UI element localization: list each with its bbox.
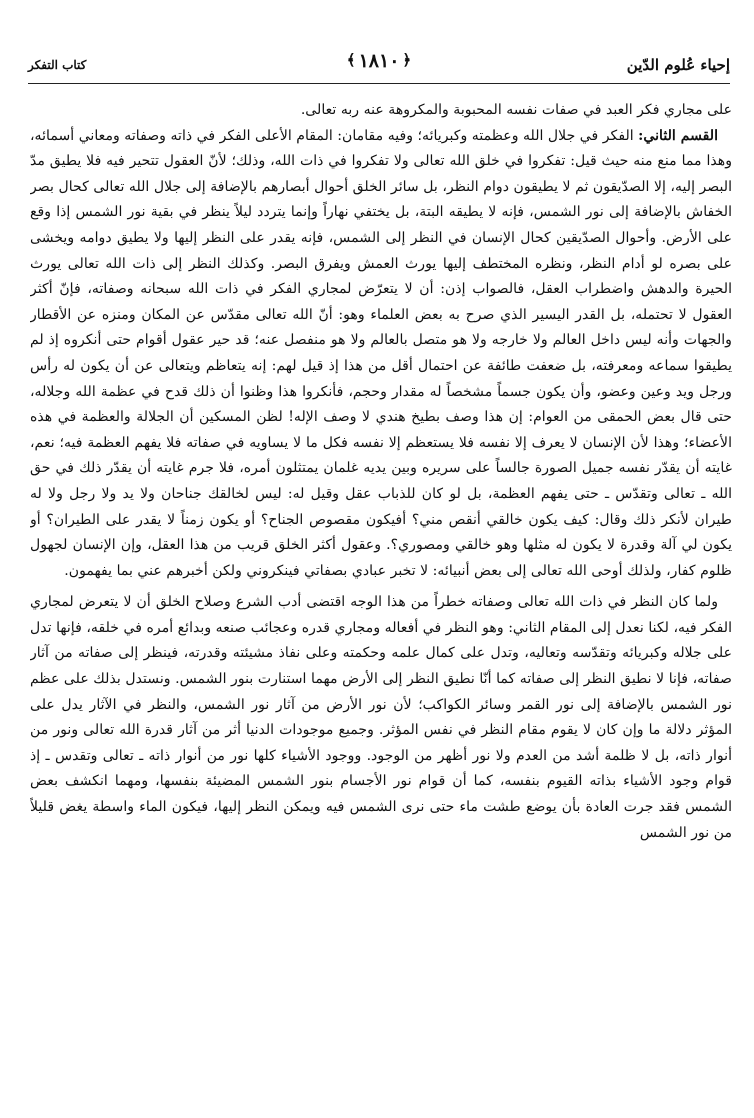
ornament-left-icon: ﴾ xyxy=(346,51,356,69)
section-paragraph xyxy=(30,124,732,585)
paragraph-2: ولما كان النظر في ذات الله تعالى وصفاته خطراً من هذا الوجه اقتضى أدب الشرع وصلاح الخلق أن لا يتعرض لمجاري الفكر فيه، لكنا نعدل إلى المقام الثاني: وهو النظر في أفعاله ومجاري قدره وعجائب صنعه وبدائع أمره في خلقه، فإنها تدل على جلاله وكبريائه وتقدّسه وتعاليه، وتدل على كمال علمه وحكمته وعلى نفاذ مشيئته وقدرته، فينظر إلى صفاته من آثار صفاته، فإنا لا نطيق النظر إلى صفاته كما أنّا نطيق النظر إلى الأرض مهما استنارت بنور الشمس. ونستدل بذلك على عظم نور الشمس بالإضافة إلى نور القمر وسائر الكواكب؛ لأن نور الأرض من آثار نور الشمس، والنظر في الآثار يدل على المؤثر دلالة ما وإن كان لا يقوم مقام النظر في نفس المؤثر. وجميع موجودات الدنيا أثر من آثار قدرة الله تعالى ونور من أنوار ذاته، بل لا ظلمة أشد من العدم ولا نور أظهر من الوجود. ووجود الأشياء كلها نور من أنوار ذاته ـ تعالى وتقدس ـ إذ قوام وجود الأشياء بذاته القيوم بنفسه، كما أن قوام نور الأجسام بنور الشمس المضيئة بنفسها، ومهما انكشف بعض الشمس فقد جرت العادة بأن يوضع طشت ماء حتى نرى الشمس فيه ويمكن النظر إليها، فيكون الماء واسطة يغض قليلاً من نور الشمس xyxy=(30,594,732,841)
intro-line: على مجاري فكر العبد في صفات نفسه المحبوبة والمكروهة عنه ربه تعالى. xyxy=(300,102,732,118)
page-number: ١٨١٠ xyxy=(358,50,400,72)
page-header xyxy=(28,50,730,80)
section-text: الفكر في جلال الله وعظمته وكبريائه؛ وفيه مقامان: المقام الأعلى الفكر في ذاته وصفاته ومعاني أسمائه، وهذا مما منع منه حيث قيل: تفكروا في خلق الله تعالى ولا تفكروا في ذات الله، وذلك؛ لأنّ العقول تتحير فيه فلا يطيق مدّ البصر إليه، إلا الصدّيقون ثم لا يطيقون دوام النظر، بل سائر الخلق أحوال أبصارهم بالإضافة إلى جلال الله تعالى كحال بصر الخفاش بالإضافة إلى نور الشمس، فإنه لا يطيقه البتة، بل يختفي نهاراً وإنما يتردد ليلاً ينظر في بقية نور الشمس إذا وقع على الأرض. وأحوال الصدّيقين كحال الإنسان في النظر إلى الشمس، فإنه يقدر على النظر إليها ولا يطيق دوامه ويخشى على بصره لو أدام النظر، ونظره المختطف إليها يورث العمش ويفرق البصر. وكذلك النظر إلى ذات الله تعالى يورث الحيرة والدهش واضطراب العقل، فالصواب إذن: أن لا يتعرّض لمجاري الفكر في ذات الله سبحانه وصفاته، فإنّ أكثر العقول لا تحتمله، بل القدر اليسير الذي صرح به بعض العلماء وهو: أنّ الله تعالى مقدّس عن المكان ومنزه عن الأقطار والجهات وأنه ليس داخل العالم ولا خارجه ولا هو متصل بالعالم ولا هو منفصل عنه؛ قد حير عقول أقوام حتى أنكروه إذ لم يطيقوا سماعه ومعرفته، بل ضعفت طائفة عن احتمال أقل من هذا إذ قيل لهم: إنه يتعاظم ويتعالى عن أن يكون له رأس ورجل ويد وعين وعضو، وأن يكون جسماً مشخصاً له مقدار وحجم، فأنكروا هذا وظنوا أن ذلك قدح في عظمة الله وجلاله، حتى قال بعض الحمقى من العوام: إن هذا وصف بطيخ هندي لا وصف الإله! لظن المسكين أن الجلالة والعظمة في هذه الأعضاء؛ وهذا لأن الإنسان لا يعرف إلا نفسه فلا يستعظم إلا نفسه فكل ما لا يساويه في صفاته فلا يفهم العظمة فيه؛ نعم، غايته أن يقدّر نفسه جميل الصورة جالساً على سريره وبين يديه غلمان يمتثلون أمره، فلا جرم غايته أن يقدّر ذلك في حق الله ـ تعالى وتقدّس ـ حتى يفهم العظمة، بل لو كان للذباب عقل وقيل له: ليس لخالقك جناحان ولا يد ولا رجل ولا له طيران لأنكر ذلك وقال: كيف يكون خالقي أنقص مني؟ أفيكون مقصوص الجناح؟ أو يكون زمناً لا يقدر على الطيران؟ أو يكون لي آلة وقدرة لا يكون له مثلها وهو خالقي ومصوري؟. وعقول أكثر الخلق قريب من هذا العقل، وإن الإنسان لجهول ظلوم كفار، ولذلك أوحى الله تعالى إلى بعض أنبيائه: لا تخبر عبادي بصفاتي فينكروني ولكن أخبرهم عني بما يفهمون. xyxy=(30,127,732,579)
ornament-right-icon: ﴿ xyxy=(402,51,412,69)
header-divider xyxy=(28,83,730,84)
section-title: كتاب التفكر xyxy=(28,58,87,72)
book-title: إحياء عُلوم الدّين xyxy=(626,56,730,74)
page-body xyxy=(30,98,732,1110)
section-heading: القسم الثاني: xyxy=(638,127,718,144)
page-number-box xyxy=(344,50,414,72)
